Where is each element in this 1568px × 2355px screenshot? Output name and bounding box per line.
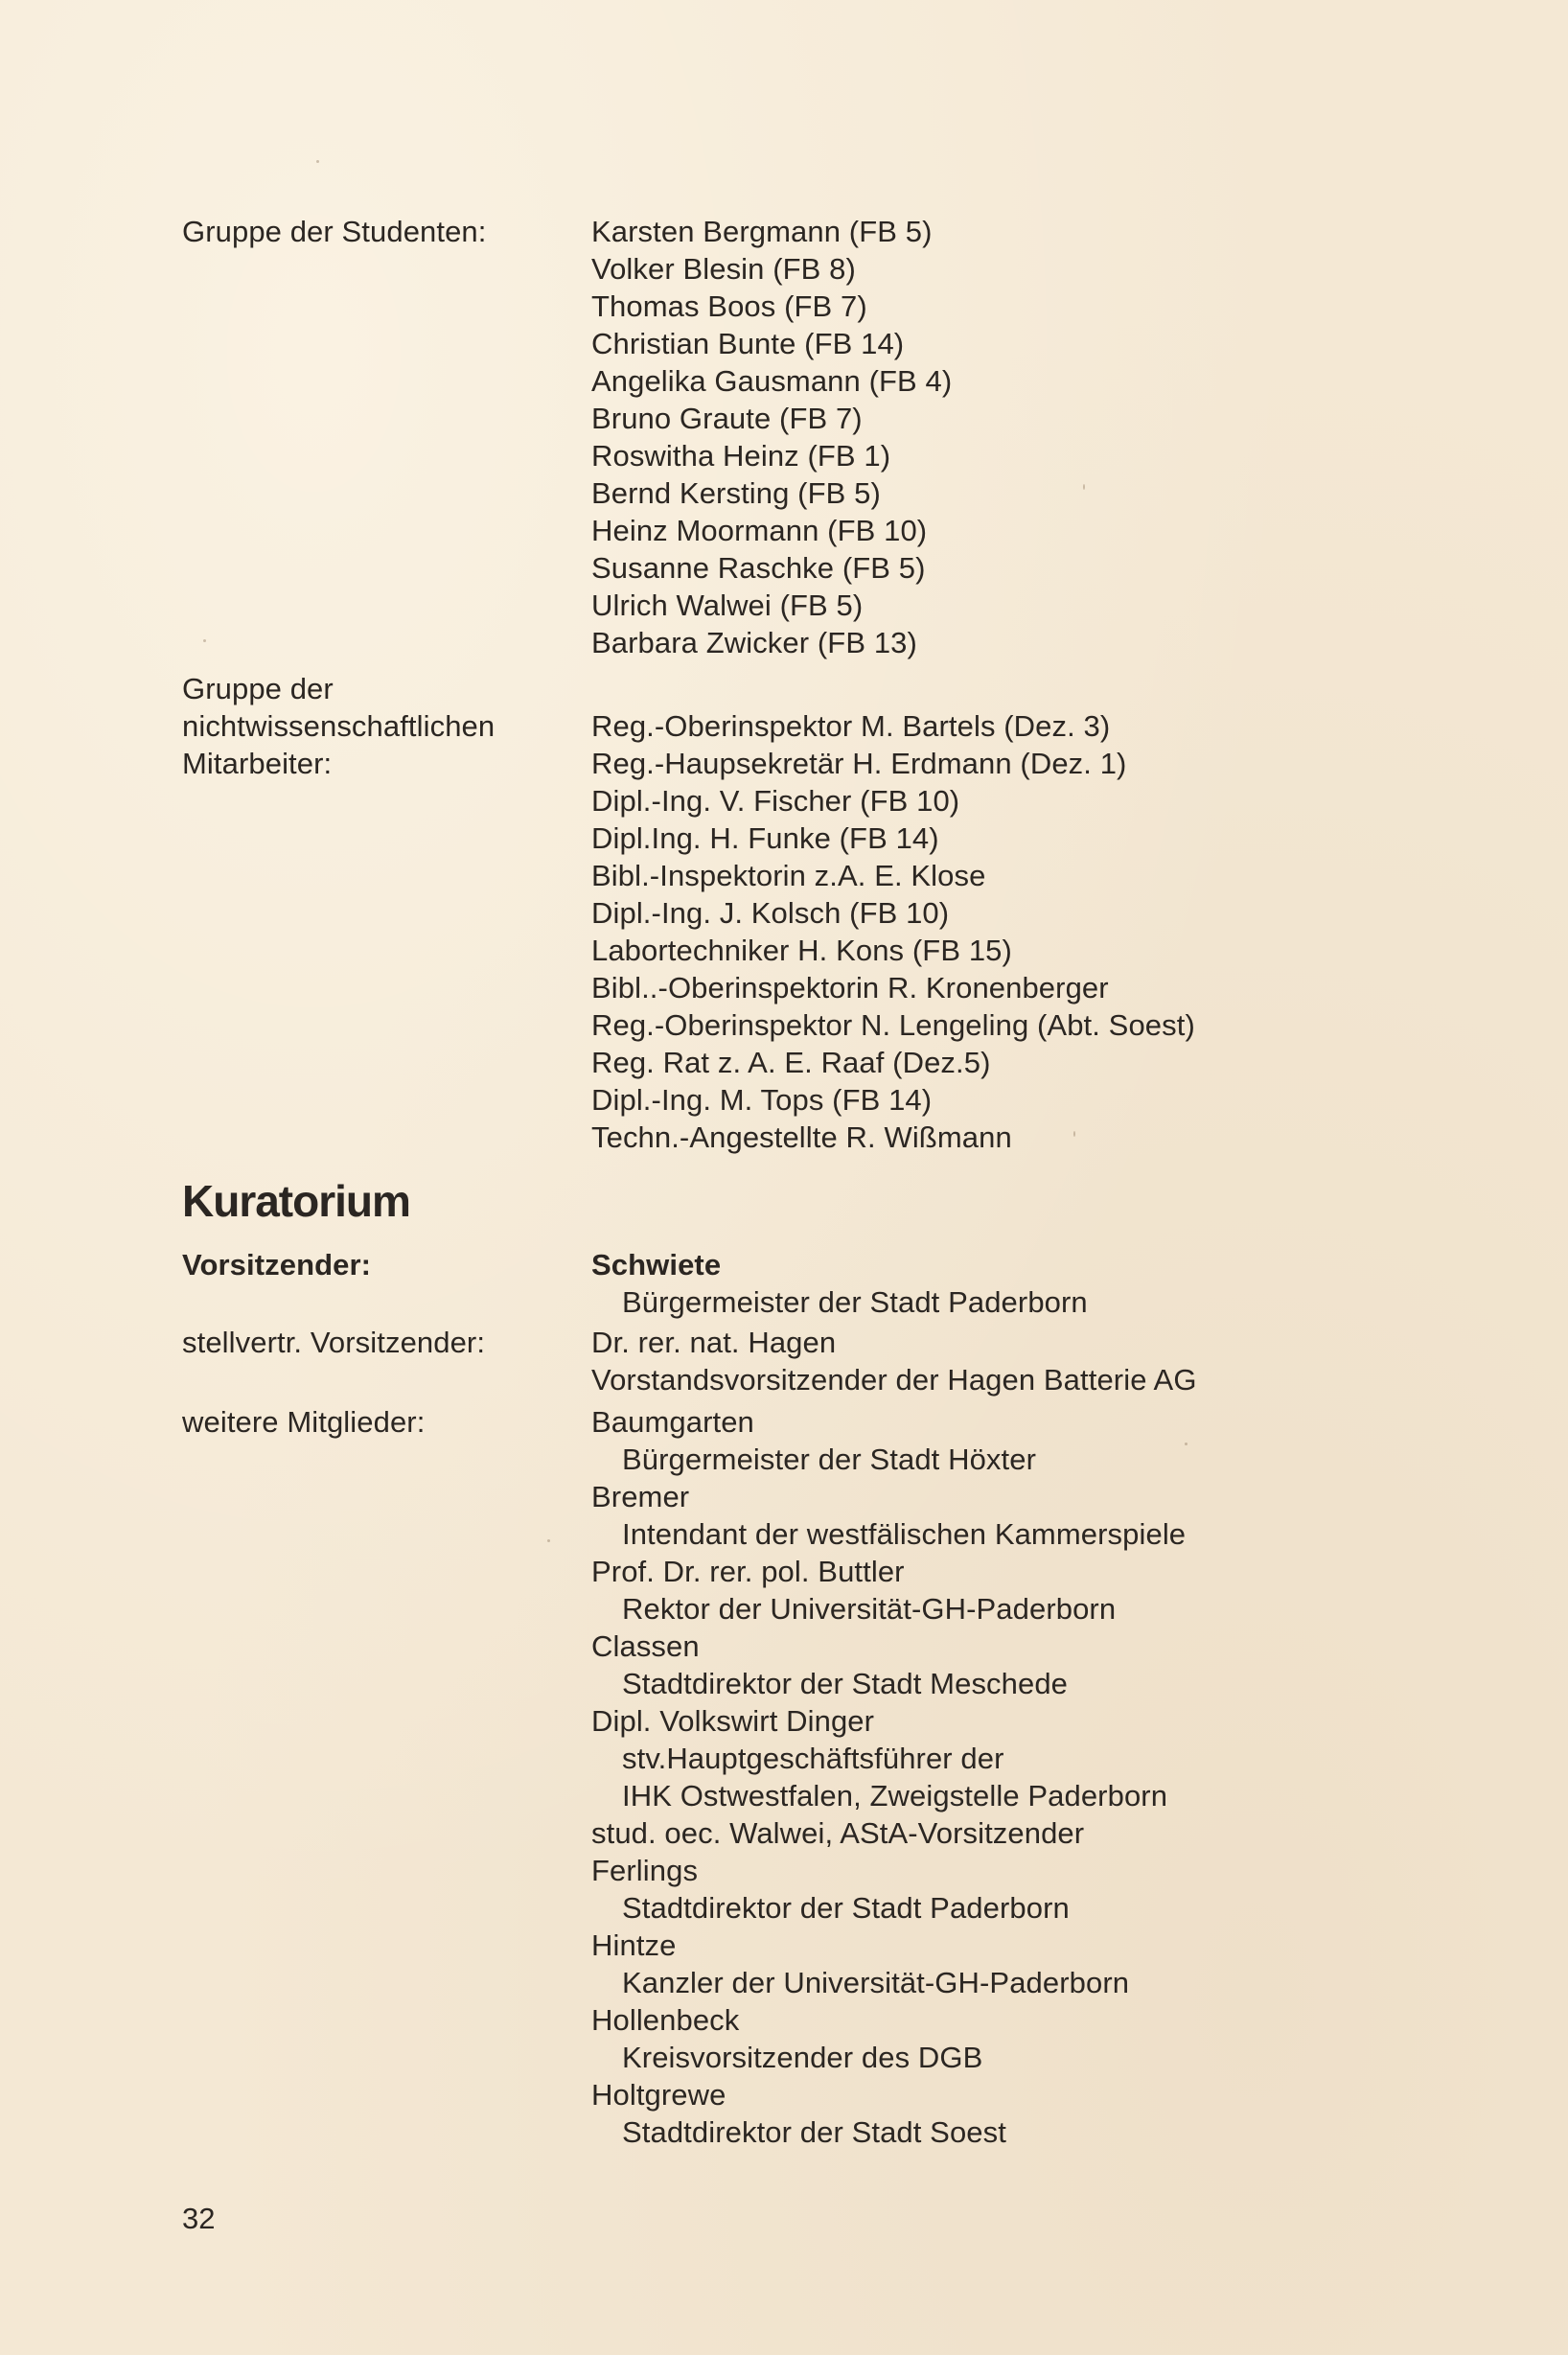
member-role: Bürgermeister der Stadt Paderborn <box>622 1285 1088 1319</box>
students-group-label-block <box>182 213 585 250</box>
list-item: Reg. Rat z. A. E. Raaf (Dez.5) <box>591 1046 991 1079</box>
member-role: Stadtdirektor der Stadt Paderborn <box>622 1891 1070 1925</box>
list-item: Barbara Zwicker (FB 13) <box>591 626 917 659</box>
list-item: Ulrich Walwei (FB 5) <box>591 589 864 622</box>
deputy-label: stellvertr. Vorsitzender: <box>182 1326 486 1359</box>
paper-speck <box>316 160 319 163</box>
list-item: Techn.-Angestellte R. Wißmann <box>591 1120 1012 1154</box>
member-role: Kreisvorsitzender des DGB <box>622 2041 983 2074</box>
member-name: Schwiete <box>591 1248 722 1281</box>
list-item: Susanne Raschke (FB 5) <box>591 551 926 585</box>
member-role: Rektor der Universität-GH-Paderborn <box>622 1592 1117 1626</box>
member-role: IHK Ostwestfalen, Zweigstelle Paderborn <box>622 1779 1168 1812</box>
member-role: Stadtdirektor der Stadt Soest <box>622 2115 1006 2149</box>
chair-label-block <box>182 1246 585 1283</box>
list-item: Volker Blesin (FB 8) <box>591 252 856 286</box>
list-item: Bruno Graute (FB 7) <box>591 402 863 435</box>
member-name: Baumgarten <box>591 1405 754 1439</box>
deputy-label-block <box>182 1324 585 1361</box>
list-item: Dipl.-Ing. J. Kolsch (FB 10) <box>591 896 950 930</box>
staff-group-label-line: Mitarbeiter: <box>182 747 333 780</box>
member-role: Stadtdirektor der Stadt Meschede <box>622 1667 1069 1700</box>
member-role: stv.Hauptgeschäftsführer der <box>622 1742 1004 1775</box>
others-list <box>591 1403 1550 2151</box>
staff-group-members <box>591 707 1550 1156</box>
list-item: Christian Bunte (FB 14) <box>591 327 905 360</box>
member-name: Bremer <box>591 1480 690 1513</box>
member-name: Hollenbeck <box>591 2003 740 2037</box>
member-name: Hintze <box>591 1928 677 1962</box>
others-label: weitere Mitglieder: <box>182 1405 426 1439</box>
member-name: Holtgrewe <box>591 2078 726 2112</box>
deputy-entry <box>591 1324 1550 1398</box>
list-item: Reg.-Oberinspektor M. Bartels (Dez. 3) <box>591 709 1111 743</box>
list-item: Bernd Kersting (FB 5) <box>591 476 881 510</box>
list-item: Karsten Bergmann (FB 5) <box>591 215 933 248</box>
list-item: Dipl.-Ing. V. Fischer (FB 10) <box>591 784 960 818</box>
staff-group-label-line: nichtwissenschaftlichen <box>182 709 496 743</box>
list-item: Labortechniker H. Kons (FB 15) <box>591 934 1012 967</box>
chair-entry <box>591 1246 1550 1321</box>
students-group-members <box>591 213 1550 661</box>
member-name: Ferlings <box>591 1854 699 1887</box>
member-name: stud. oec. Walwei, AStA-Vorsitzender <box>591 1816 1085 1850</box>
member-role: Vorstandsvorsitzender der Hagen Batterie AG <box>591 1363 1197 1397</box>
list-item: Bibl..-Oberinspektorin R. Kronenberger <box>591 971 1109 1004</box>
list-item: Dipl.-Ing. M. Tops (FB 14) <box>591 1083 933 1117</box>
member-role: Kanzler der Universität-GH-Paderborn <box>622 1966 1130 1999</box>
member-name: Prof. Dr. rer. pol. Buttler <box>591 1555 905 1588</box>
section-heading: Kuratorium <box>182 1176 410 1226</box>
list-item: Reg.-Haupsekretär H. Erdmann (Dez. 1) <box>591 747 1127 780</box>
chair-label: Vorsitzender: <box>182 1248 372 1281</box>
list-item: Heinz Moormann (FB 10) <box>591 514 928 547</box>
list-item: Dipl.Ing. H. Funke (FB 14) <box>591 821 939 855</box>
member-role: Intendant der westfälischen Kammerspiele <box>622 1517 1187 1551</box>
member-name: Dr. rer. nat. Hagen <box>591 1326 837 1359</box>
staff-group-label-block <box>182 670 585 782</box>
paper-speck <box>203 639 206 642</box>
member-name: Classen <box>591 1629 700 1663</box>
students-group-label: Gruppe der Studenten: <box>182 215 487 248</box>
member-role: Bürgermeister der Stadt Höxter <box>622 1443 1037 1476</box>
others-label-block <box>182 1403 585 1441</box>
list-item: Thomas Boos (FB 7) <box>591 289 867 323</box>
list-item: Bibl.-Inspektorin z.A. E. Klose <box>591 859 986 892</box>
list-item: Angelika Gausmann (FB 4) <box>591 364 953 398</box>
member-name: Dipl. Volkswirt Dinger <box>591 1704 875 1738</box>
paper-speck <box>547 1539 550 1542</box>
page-number: 32 <box>182 2202 216 2235</box>
list-item: Reg.-Oberinspektor N. Lengeling (Abt. Soest) <box>591 1008 1195 1042</box>
staff-group-label-line: Gruppe der <box>182 672 334 705</box>
list-item: Roswitha Heinz (FB 1) <box>591 439 891 473</box>
